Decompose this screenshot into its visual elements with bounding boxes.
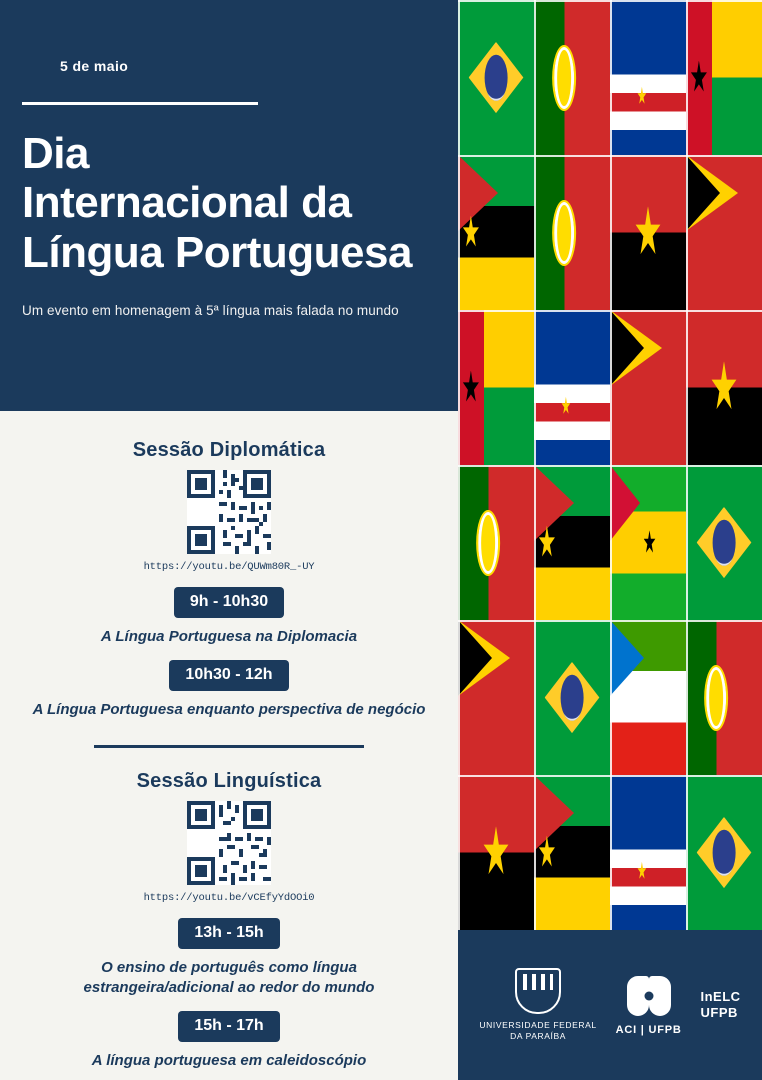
talk-title: A Língua Portuguesa na Diplomacia	[100, 628, 358, 646]
title-line-1: Dia	[22, 129, 89, 178]
aci-logo-label: ACI | UFPB	[615, 1024, 682, 1036]
ufpb-logo	[479, 968, 596, 1042]
ufpb-logo-line-1: UNIVERSIDADE FEDERAL	[479, 1019, 597, 1030]
session-link[interactable]: https://youtu.be/QUWm80R_-UY	[143, 561, 315, 574]
flag-tile-mocambique	[534, 465, 610, 620]
section-divider	[94, 745, 364, 748]
flag-tile-mocambique	[458, 155, 534, 310]
talk-time-badge: 10h30 - 12h	[169, 660, 288, 691]
footer-logos	[458, 930, 762, 1080]
flag-puzzle-artwork	[458, 0, 762, 930]
inelc-logo	[700, 989, 740, 1022]
session-diplomatica	[18, 439, 440, 719]
session-title: Sessão Linguística	[136, 770, 322, 793]
title-line-3: Língua Portuguesa	[22, 227, 412, 277]
flag-tile-sao-tome	[610, 465, 686, 620]
page-title	[22, 129, 436, 277]
session-title: Sessão Diplomática	[132, 439, 326, 462]
ufpb-crest-icon	[515, 968, 561, 1014]
flag-tile-angola	[610, 155, 686, 310]
header-divider	[22, 102, 258, 105]
event-subtitle: Um evento em homenagem à 5ª língua mais falada no mundo	[22, 302, 399, 318]
qr-code-icon[interactable]	[187, 470, 271, 554]
flag-tile-brasil	[686, 775, 762, 930]
aci-logo-icon	[625, 974, 673, 1018]
flag-tile-brasil	[534, 620, 610, 775]
flag-tile-timor-leste	[686, 155, 762, 310]
flag-tile-portugal	[534, 155, 610, 310]
session-link[interactable]: https://youtu.be/vCEfyYdOOi0	[143, 892, 315, 905]
flag-tile-portugal	[686, 620, 762, 775]
flag-tile-cabo-verde	[534, 310, 610, 465]
talk-title: A língua portuguesa em caleidoscópio	[91, 1051, 367, 1069]
flag-tile-mocambique	[534, 775, 610, 930]
talk-title: A Língua Portuguesa enquanto perspectiva de negócio	[32, 701, 426, 719]
sessions-section	[0, 411, 458, 1080]
talk-time-badge: 15h - 17h	[178, 1011, 279, 1042]
talk-time-badge: 9h - 10h30	[174, 587, 284, 618]
flag-tile-angola	[686, 310, 762, 465]
flag-tile-cabo-verde	[610, 0, 686, 155]
inelc-logo-line-1: InELC	[700, 988, 741, 1004]
title-line-2: Internacional da	[22, 178, 352, 228]
flag-tile-guine-bissau	[686, 0, 762, 155]
inelc-logo-line-2: UFPB	[700, 1005, 738, 1020]
flag-grid	[458, 0, 762, 930]
header-block	[0, 0, 458, 411]
flag-tile-guine-bissau	[458, 310, 534, 465]
flag-tile-cabo-verde	[610, 775, 686, 930]
flag-tile-timor-leste	[610, 310, 686, 465]
flag-tile-guine-equatorial	[610, 620, 686, 775]
session-linguistica	[18, 770, 440, 1070]
aci-logo	[616, 974, 682, 1036]
ufpb-logo-line-2: DA PARAÍBA	[510, 1031, 567, 1041]
flag-tile-brasil	[458, 0, 534, 155]
flag-tile-portugal	[534, 0, 610, 155]
qr-code-icon[interactable]	[187, 801, 271, 885]
flag-tile-timor-leste	[458, 620, 534, 775]
flag-tile-brasil	[686, 465, 762, 620]
event-date: 5 de maio	[60, 58, 129, 74]
talk-time-badge: 13h - 15h	[178, 918, 279, 949]
right-column	[458, 0, 762, 1080]
talk-title: O ensino de português como língua estrangeira/adicional ao redor do mundo	[83, 959, 375, 996]
flag-tile-portugal	[458, 465, 534, 620]
flag-tile-angola	[458, 775, 534, 930]
